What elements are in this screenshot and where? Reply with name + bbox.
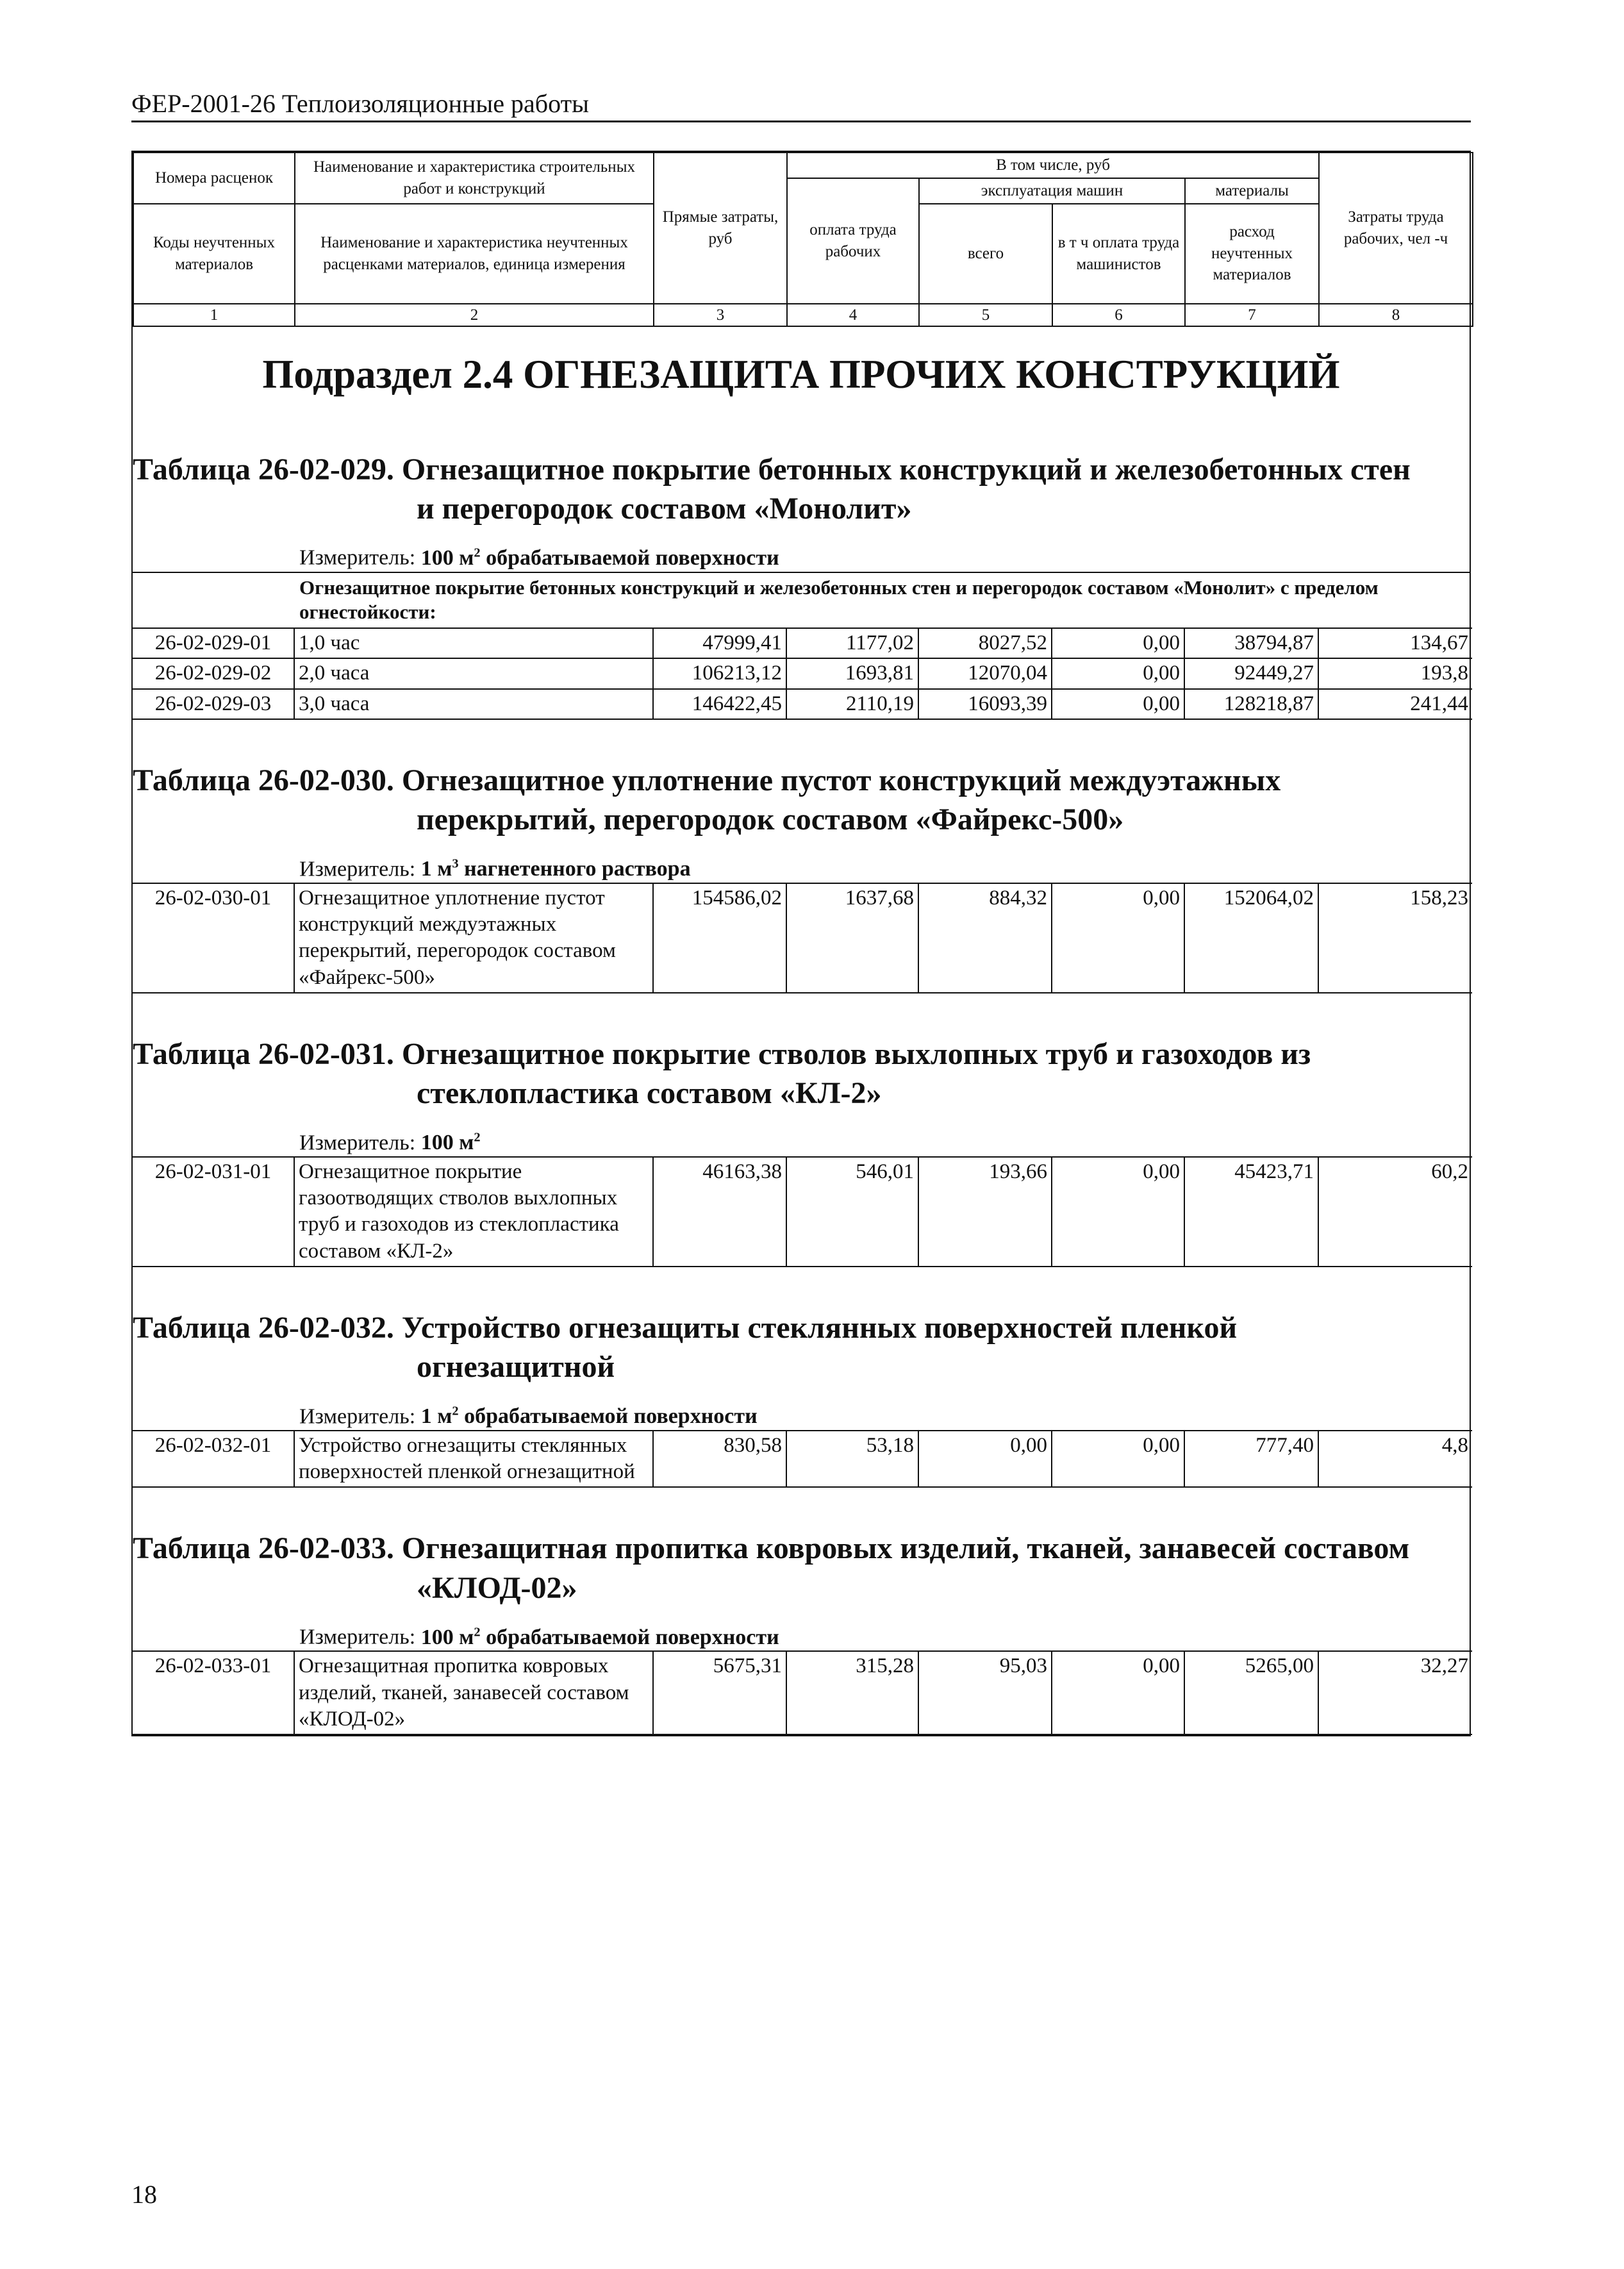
section-spacer: [133, 993, 1470, 1019]
material-cost: 777,40: [1184, 1431, 1318, 1488]
work-name: 1,0 час: [294, 628, 653, 658]
measure-suffix: обрабатываемой поверхности: [480, 545, 779, 570]
rate-code: 26-02-032-01: [133, 1431, 294, 1488]
material-cost: 38794,87: [1184, 628, 1318, 658]
rate-table-section: [133, 1513, 1470, 1735]
rate-code: 26-02-030-01: [133, 883, 294, 993]
table-row: [133, 1651, 1472, 1734]
machine-cost: 95,03: [918, 1651, 1052, 1734]
direct-cost: 146422,45: [653, 689, 786, 719]
measure-exponent: 2: [474, 545, 481, 560]
work-name: 2,0 часа: [294, 658, 653, 688]
direct-cost: 154586,02: [653, 883, 786, 993]
table-subheading: Огнезащитное покрытие бетонных конструкций и железобетонных стен и перегородок составом «Монолит» с пределом огнестойкости:: [133, 572, 1470, 628]
rate-code: 26-02-031-01: [133, 1157, 294, 1267]
document-table: [131, 151, 1471, 1736]
measure-suffix: обрабатываемой поверхности: [458, 1404, 758, 1428]
measure-unit: [133, 1624, 1470, 1650]
machine-cost: 193,66: [918, 1157, 1052, 1267]
material-cost: 128218,87: [1184, 689, 1318, 719]
direct-cost: 46163,38: [653, 1157, 786, 1267]
labor-cost: 2110,19: [786, 689, 918, 719]
measure-value: 1 м: [420, 1404, 452, 1428]
labor-hours: 4,8: [1318, 1431, 1472, 1488]
measure-value: 100 м: [420, 1625, 474, 1649]
column-numbers: [133, 304, 1473, 327]
table-title-line2: перекрытий, перегородок составом «Файрекс-500»: [417, 802, 1124, 837]
work-name: Огнезащитное уплотнение пустот конструкций междуэтажных перекрытий, перегородок составом «Файрекс-500»: [294, 883, 653, 993]
material-cost: 92449,27: [1184, 658, 1318, 688]
measure-exponent: 3: [452, 856, 459, 871]
work-name: Огнезащитное покрытие газоотводящих стволов выхлопных труб и газоходов из стеклопластика составом «КЛ-2»: [294, 1157, 653, 1267]
table-row: [133, 658, 1472, 688]
rate-rows: [133, 1650, 1472, 1735]
material-cost: 152064,02: [1184, 883, 1318, 993]
direct-cost: 106213,12: [653, 658, 786, 688]
measure-label: Измеритель:: [299, 1625, 421, 1649]
machine-cost: 8027,52: [918, 628, 1052, 658]
material-cost: 45423,71: [1184, 1157, 1318, 1267]
header-c2-bottom: Наименование и характеристика неучтенных расценками материалов, единица измерения: [295, 204, 654, 304]
direct-cost: 5675,31: [653, 1651, 786, 1734]
rate-rows: [133, 628, 1472, 720]
labor-cost: 1177,02: [786, 628, 918, 658]
labor-cost: 315,28: [786, 1651, 918, 1734]
col-num: 3: [654, 304, 787, 327]
operator-labor-cost: 0,00: [1052, 1431, 1184, 1488]
direct-cost: 830,58: [653, 1431, 786, 1488]
material-cost: 5265,00: [1184, 1651, 1318, 1734]
header-c5: всего: [919, 204, 1052, 304]
table-title-line1: Таблица 26-02-032. Устройство огнезащиты стеклянных поверхностей пленкой: [133, 1310, 1238, 1345]
operator-labor-cost: 0,00: [1052, 689, 1184, 719]
header-c1-bottom: Коды неучтенных материалов: [133, 204, 295, 304]
measure-label: Измеритель:: [299, 1404, 421, 1428]
table-title-line1: Таблица 26-02-029. Огнезащитное покрытие бетонных конструкций и железобетонных стен: [133, 452, 1411, 486]
rate-table-section: [133, 1019, 1470, 1293]
labor-cost: 546,01: [786, 1157, 918, 1267]
machine-cost: 16093,39: [918, 689, 1052, 719]
labor-hours: 241,44: [1318, 689, 1472, 719]
operator-labor-cost: 0,00: [1052, 883, 1184, 993]
measure-exponent: 2: [452, 1404, 459, 1418]
measure-label: Измеритель:: [299, 545, 421, 570]
section-spacer: [133, 1488, 1470, 1513]
measure-exponent: 2: [474, 1130, 481, 1145]
subsection-title: Подраздел 2.4 ОГНЕЗАЩИТА ПРОЧИХ КОНСТРУКЦИЙ: [262, 352, 1340, 397]
tables-container: [133, 435, 1470, 1736]
col-num: 8: [1319, 304, 1473, 327]
table-title: [133, 761, 1470, 840]
table-title: [133, 1035, 1470, 1113]
table-title: [133, 1308, 1470, 1387]
rate-code: 26-02-033-01: [133, 1651, 294, 1734]
table-row: [133, 883, 1472, 993]
col-num: 1: [133, 304, 295, 327]
labor-cost: 53,18: [786, 1431, 918, 1488]
header-c8: Затраты труда рабочих, чел -ч: [1319, 153, 1473, 304]
measure-label: Измеритель:: [299, 857, 421, 881]
col-num: 5: [919, 304, 1052, 327]
rate-table-section: [133, 745, 1470, 1019]
table-title-line2: огнезащитной: [417, 1350, 615, 1384]
measure-suffix: нагнетенного раствора: [458, 857, 691, 881]
table-title-line1: Таблица 26-02-031. Огнезащитное покрытие стволов выхлопных труб и газоходов из: [133, 1036, 1311, 1071]
operator-labor-cost: 0,00: [1052, 628, 1184, 658]
running-header: ФЕР-2001-26 Теплоизоляционные работы: [131, 90, 1471, 122]
header-c6: в т ч оплата труда машинистов: [1052, 204, 1185, 304]
operator-labor-cost: 0,00: [1052, 1157, 1184, 1267]
rate-code: 26-02-029-01: [133, 628, 294, 658]
table-title-line2: «КЛОД-02»: [417, 1570, 577, 1605]
table-title-line2: стеклопластика составом «КЛ-2»: [417, 1076, 882, 1111]
rate-code: 26-02-029-03: [133, 689, 294, 719]
rate-rows: [133, 883, 1472, 993]
measure-value: 100 м: [420, 545, 474, 570]
measure-suffix: обрабатываемой поверхности: [480, 1625, 779, 1649]
measure-unit: [133, 856, 1470, 883]
header-c3: Прямые затраты, руб: [654, 153, 787, 304]
table-title-line2: и перегородок составом «Монолит»: [417, 491, 912, 526]
labor-cost: 1693,81: [786, 658, 918, 688]
measure-unit: [133, 545, 1470, 571]
column-header: [133, 152, 1473, 327]
rate-rows: [133, 1156, 1472, 1267]
work-name: 3,0 часа: [294, 689, 653, 719]
labor-hours: 158,23: [1318, 883, 1472, 993]
table-row: [133, 1157, 1472, 1267]
header-c1-top: Номера расценок: [133, 153, 295, 204]
measure-exponent: 2: [474, 1625, 481, 1640]
table-row: [133, 628, 1472, 658]
col-num: 6: [1052, 304, 1185, 327]
work-name: Огнезащитная пропитка ковровых изделий, тканей, занавесей составом «КЛОД-02»: [294, 1651, 653, 1734]
table-title-line1: Таблица 26-02-033. Огнезащитная пропитка ковровых изделий, тканей, занавесей составом: [133, 1531, 1410, 1566]
header-incl: В том числе, руб: [787, 153, 1319, 178]
section-spacer: [133, 1267, 1470, 1293]
labor-hours: 60,2: [1318, 1157, 1472, 1267]
rate-code: 26-02-029-02: [133, 658, 294, 688]
labor-hours: 193,8: [1318, 658, 1472, 688]
operator-labor-cost: 0,00: [1052, 658, 1184, 688]
machine-cost: 0,00: [918, 1431, 1052, 1488]
measure-unit: [133, 1404, 1470, 1430]
rate-rows: [133, 1430, 1472, 1488]
labor-cost: 1637,68: [786, 883, 918, 993]
direct-cost: 47999,41: [653, 628, 786, 658]
measure-value: 100 м: [420, 1131, 474, 1154]
header-machines: эксплуатация машин: [919, 178, 1185, 204]
measure-unit: [133, 1130, 1470, 1156]
header-materials: материалы: [1185, 178, 1319, 204]
header-c7: расход неучтенных материалов: [1185, 204, 1319, 304]
table-title: [133, 450, 1470, 529]
col-num: 2: [295, 304, 654, 327]
rate-table-section: [133, 1293, 1470, 1514]
operator-labor-cost: 0,00: [1052, 1651, 1184, 1734]
section-spacer: [133, 720, 1470, 745]
machine-cost: 12070,04: [918, 658, 1052, 688]
header-c4: оплата труда рабочих: [787, 178, 919, 304]
table-title-line1: Таблица 26-02-030. Огнезащитное уплотнение пустот конструкций междуэтажных: [133, 763, 1281, 797]
table-title: [133, 1529, 1470, 1608]
page-number: 18: [131, 2180, 157, 2209]
measure-label: Измеритель:: [299, 1131, 421, 1154]
header-c2-top: Наименование и характеристика строительных работ и конструкций: [295, 153, 654, 204]
work-name: Устройство огнезащиты стеклянных поверхностей пленкой огнезащитной: [294, 1431, 653, 1488]
col-num: 7: [1185, 304, 1319, 327]
labor-hours: 32,27: [1318, 1651, 1472, 1734]
labor-hours: 134,67: [1318, 628, 1472, 658]
table-row: [133, 1431, 1472, 1488]
measure-value: 1 м: [420, 857, 452, 881]
machine-cost: 884,32: [918, 883, 1052, 993]
table-row: [133, 689, 1472, 719]
col-num: 4: [787, 304, 919, 327]
rate-table-section: [133, 435, 1470, 745]
